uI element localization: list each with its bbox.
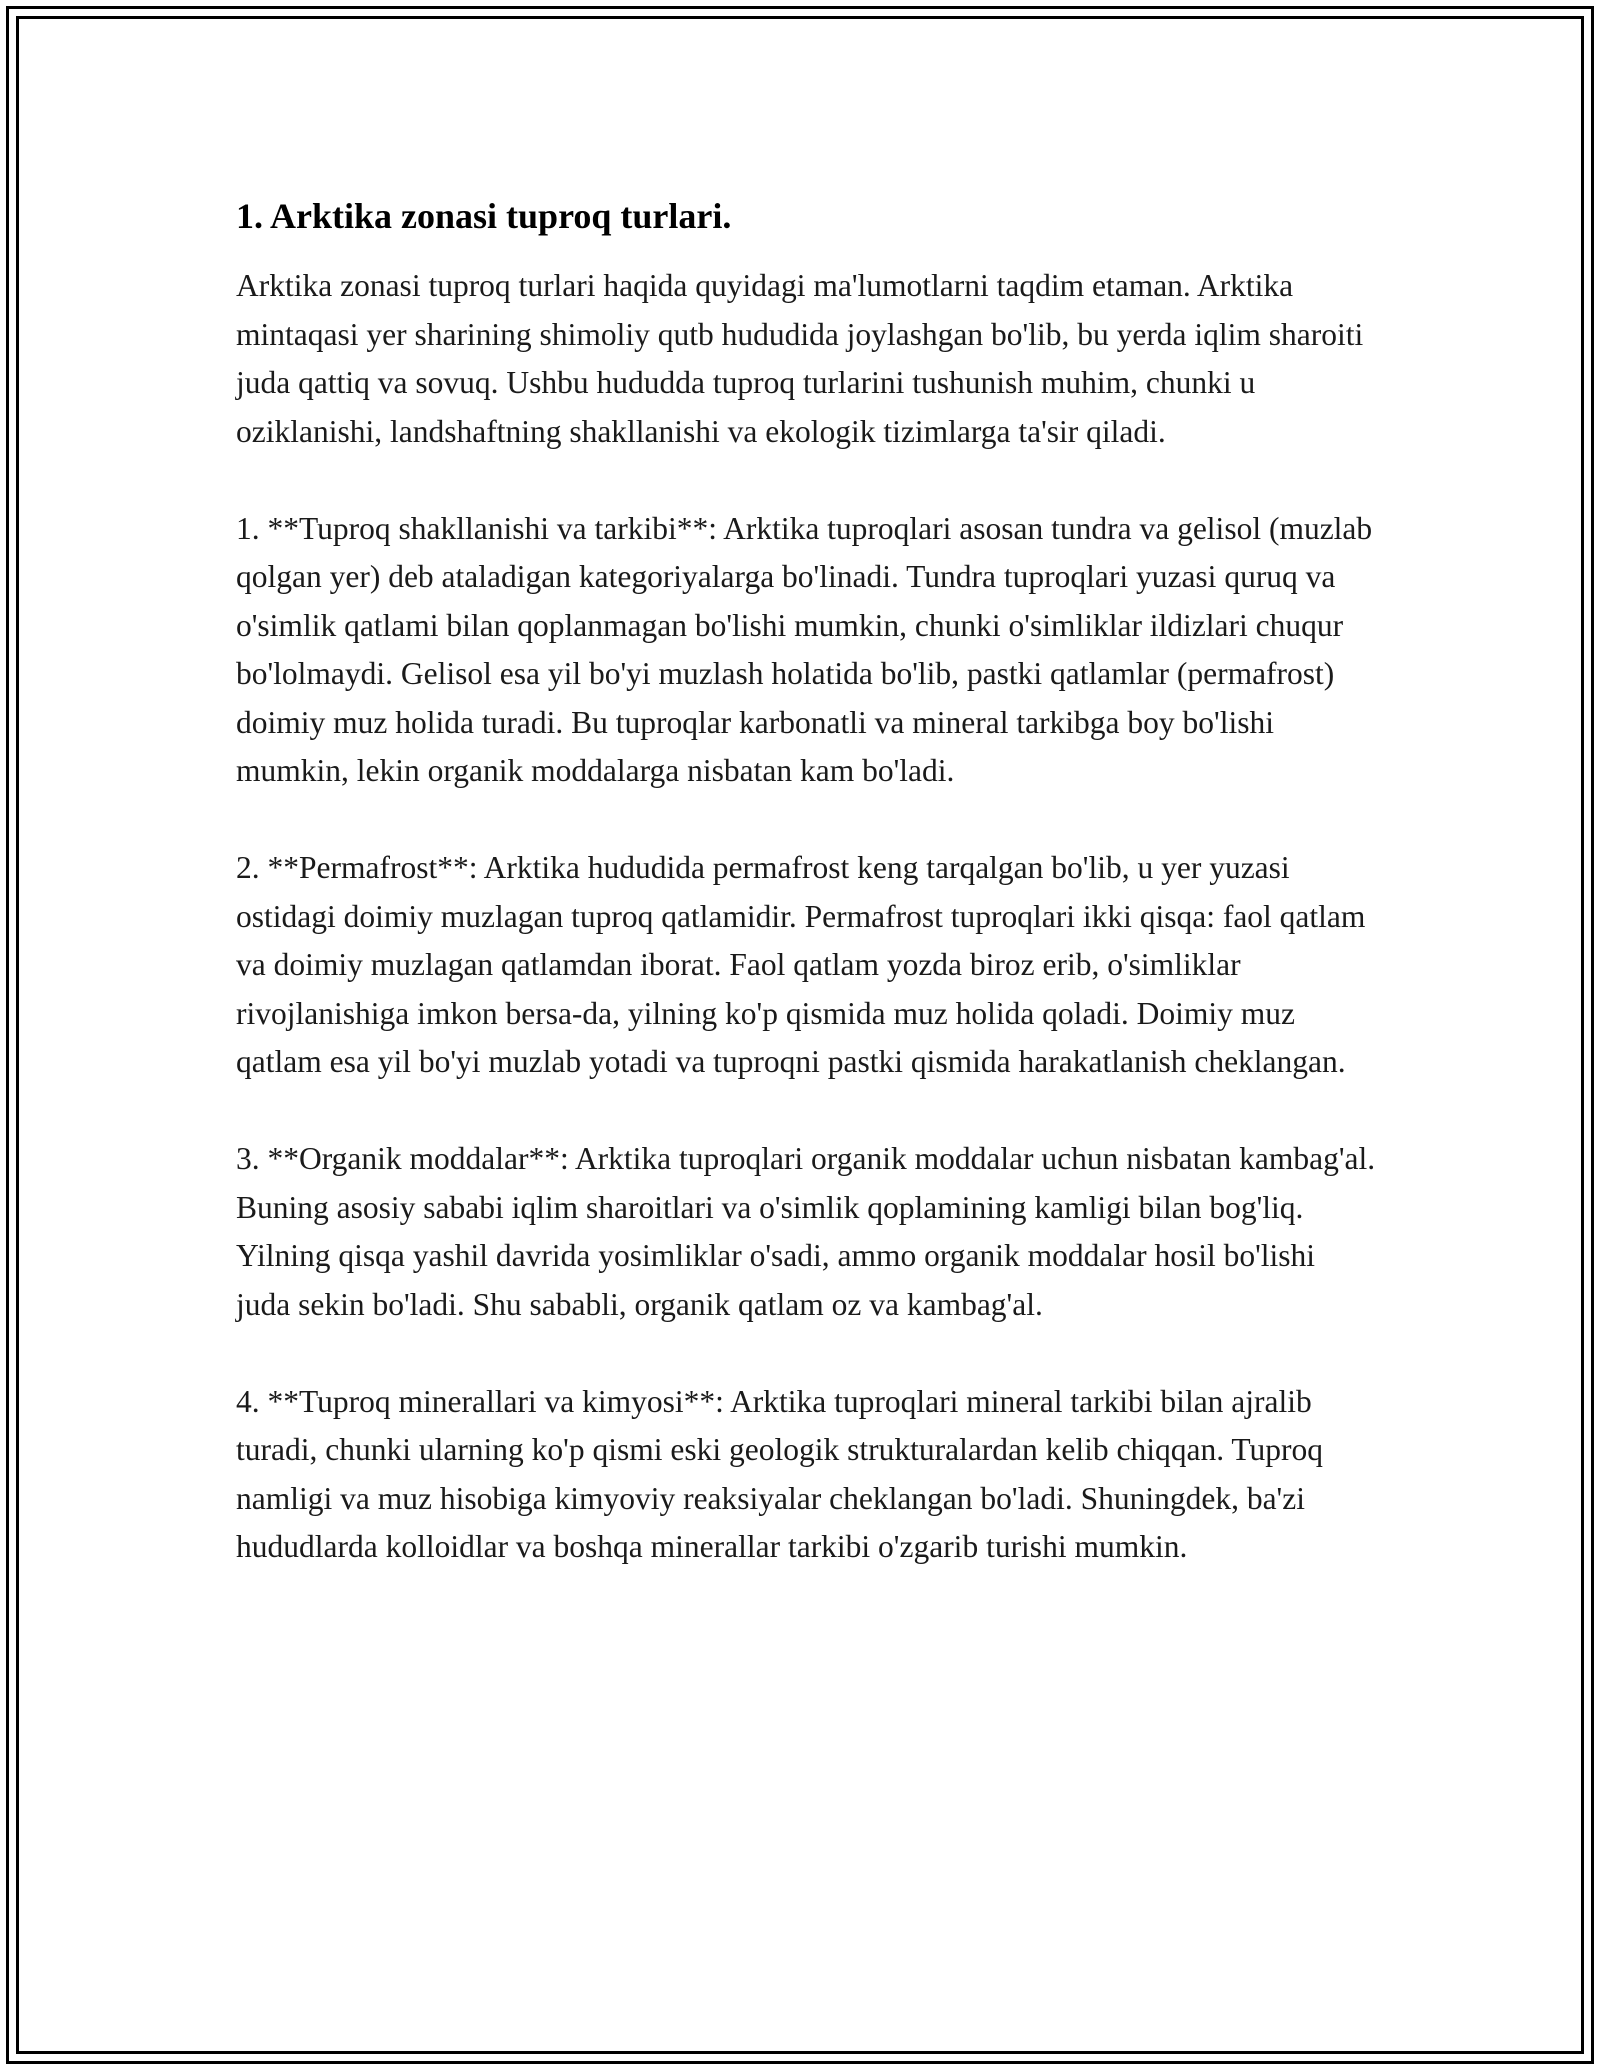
paragraph-soil-formation: 1. **Tuproq shakllanishi va tarkibi**: Arktika tuproqlari asosan tundra va gelisol (muzlab qolgan yer) deb ataladigan kategoriyalarga bo'linadi. Tundra tuproqlari yuzasi quruq va o'simlik qatlami bilan qoplanmagan bo'lishi mumkin, chunki o'simliklar ildizlari chuqur bo'lolmaydi. Gelisol esa yil bo'yi muzlash holatida bo'lib, pastki qatlamlar (permafrost) doimiy muz holida turadi. Bu tuproqlar karbonatli va mineral tarkibga boy bo'lishi mumkin, lekin organik moddalarga nisbatan kam bo'ladi. xyxy=(236,510,1373,788)
paragraph-organic-matter: 3. **Organik moddalar**: Arktika tuproqlari organik moddalar uchun nisbatan kambag'al. Buning asosiy sababi iqlim sharoitlari va o'simlik qoplamining kamligi bilan bog'liq. Yilning qisqa yashil davrida yosimliklar o'sadi, ammo organik moddalar hosil bo'lishi juda sekin bo'ladi. Shu sababli, organik qatlam oz va kambag'al. xyxy=(236,1141,1376,1322)
paragraph-permafrost: 2. **Permafrost**: Arktika hududida permafrost keng tarqalgan bo'lib, u yer yuzasi ostidagi doimiy muzlagan tuproq qatlamidir. Permafrost tuproqlari ikki qisqa: faol qatlam va doimiy muzlagan qatlamdan iborat. Faol qatlam yozda biroz erib, o'simliklar rivojlanishiga imkon bersa-da, yilning ko'p qismida muz holida qoladi. Doimiy muz qatlam esa yil bo'yi muzlab yotadi va tuproqni pastki qismida harakatlanish cheklangan. xyxy=(236,850,1366,1079)
section-heading: 1. Arktika zonasi tuproq turlari. xyxy=(236,196,732,236)
document-body xyxy=(236,190,1376,1620)
intro-paragraph: Arktika zonasi tuproq turlari haqida quyidagi ma'lumotlarni taqdim etaman. Arktika mintaqasi yer sharining shimoliy qutb hududida joylashgan bo'lib, bu yerda iqlim sharoiti juda qattiq va sovuq. Ushbu hududda tuproq turlarini tushunish muhim, chunki u oziklanishi, landshaftning shakllanishi va ekologik tizimlarga ta'sir qiladi. xyxy=(236,268,1364,449)
paragraph-soil-minerals: 4. **Tuproq minerallari va kimyosi**: Arktika tuproqlari mineral tarkibi bilan ajralib turadi, chunki ularning ko'p qismi eski geologik strukturalardan kelib chiqqan. Tuproq namligi va muz hisobiga kimyoviy reaksiyalar cheklangan bo'ladi. Shuningdek, ba'zi hududlarda kolloidlar va boshqa minerallar tarkibi o'zgarib turishi mumkin. xyxy=(236,1383,1324,1564)
